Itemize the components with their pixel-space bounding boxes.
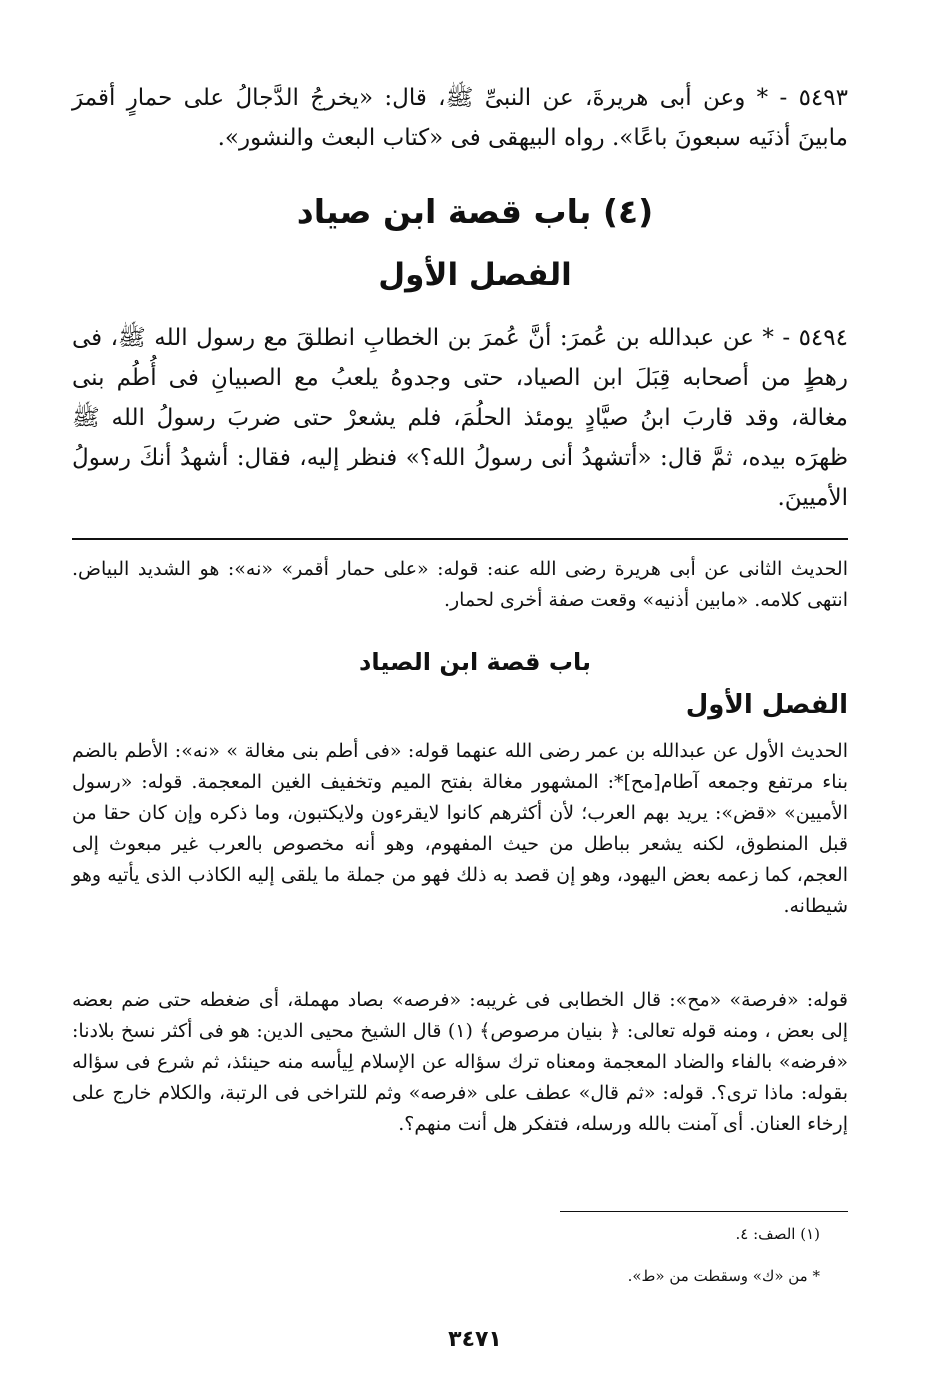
commentary-section-title: الفصل الأول: [685, 690, 848, 720]
hadith-5493: ٥٤٩٣ - * وعن أبى هريرةَ، عن النبىِّ ﷺ، قال: «يخرجُ الدَّجالُ على حمارٍ أقمرَ مابينَ أذنَيه سبعونَ باعًا». رواه البيهقى فى «كتاب البعث والنشور».: [72, 85, 848, 151]
commentary-divider: [72, 538, 848, 540]
page-number: ٣٤٧١: [448, 1327, 502, 1352]
section-title: الفصل الأول: [378, 257, 572, 293]
commentary-paragraph-2: الحديث الأول عن عبدالله بن عمر رضى الله عنهما قوله: «فى أطم بنى مغالة » «نه»: الأطم بالضم بناء مرتفع وجمعه آطام[مح]*: المشهور مغالة بفتح الميم وتخفيف الغين المعجمة. قوله: «رسول الأميين» «قض»: يريد بهم العرب؛ لأن أكثرهم كانوا لايقرءون ولايكتبون، وما ذكره وإن كان حقا من قبل المنطوق، لكنه يشعر بباطل من حيث المفهوم، وهو أنه مخصوص بالعرب غير مبعوث إلى العجم، كما زعمه بعض اليهود، وهو إن قصد به ذلك فهو من جملة ما يلقى إليه الكاذب الذى يأتيه وهو شيطانه.: [72, 740, 848, 917]
commentary-chapter-title: باب قصة ابن الصياد: [359, 648, 591, 676]
footnote-2: * من «ك» وسقطت من «ط».: [627, 1267, 820, 1285]
chapter-title: (٤) باب قصة ابن صياد: [296, 192, 654, 231]
commentary-paragraph-1: الحديث الثانى عن أبى هريرة رضى الله عنه: قوله: «على حمار أقمر» «نه»: هو الشديد البياض. انتهى كلامه. «مابين أذنيه» وقعت صفة أخرى لحمار.: [72, 558, 848, 611]
footnote-1: (١) الصف: ٤.: [735, 1225, 820, 1243]
hadith-5494: ٥٤٩٤ - * عن عبدالله بن عُمرَ: أنَّ عُمرَ بن الخطابِ انطلقَ مع رسول الله ﷺ، فى رهطٍ من أصحابه قِبَلَ ابن الصياد، حتى وجدوهُ يلعبُ مع الصبيانِ فى أُطُم بنى مغالة، وقد قاربَ ابنُ صيَّادٍ يومئذ الحلُمَ، فلم يشعرْ حتى ضربَ رسولُ الله ﷺ ظهرَه بيده، ثمَّ قال: «أتشهدُ أنى رسولُ الله؟» فنظر إليه، فقال: أشهدُ أنكَ رسولُ الأميينَ.: [72, 325, 848, 511]
commentary-paragraph-3: قوله: «فرصة» «مح»: قال الخطابى فى غريبه: «فرصه» بصاد مهملة، أى ضغطه حتى ضم بعضه إلى بعض ، ومنه قوله تعالى: ﴿ بنيان مرصوص﴾ (١) قال الشيخ محيى الدين: هو فى أكثر نسخ بلادنا: «فرضه» بالفاء والضاد المعجمة ومعناه ترك سؤاله عن الإسلام لِيأسه منه حينئذ، ثم شرع فى سؤاله بقوله: ماذا ترى؟. قوله: «ثم قال» عطف على «فرصه» وثم للتراخى فى الرتبة، والكلام خارج على إرخاء العنان. أى آمنت بالله ورسله، فتفكر هل أنت منهم؟.: [72, 989, 849, 1135]
footnote-divider: [560, 1211, 848, 1212]
